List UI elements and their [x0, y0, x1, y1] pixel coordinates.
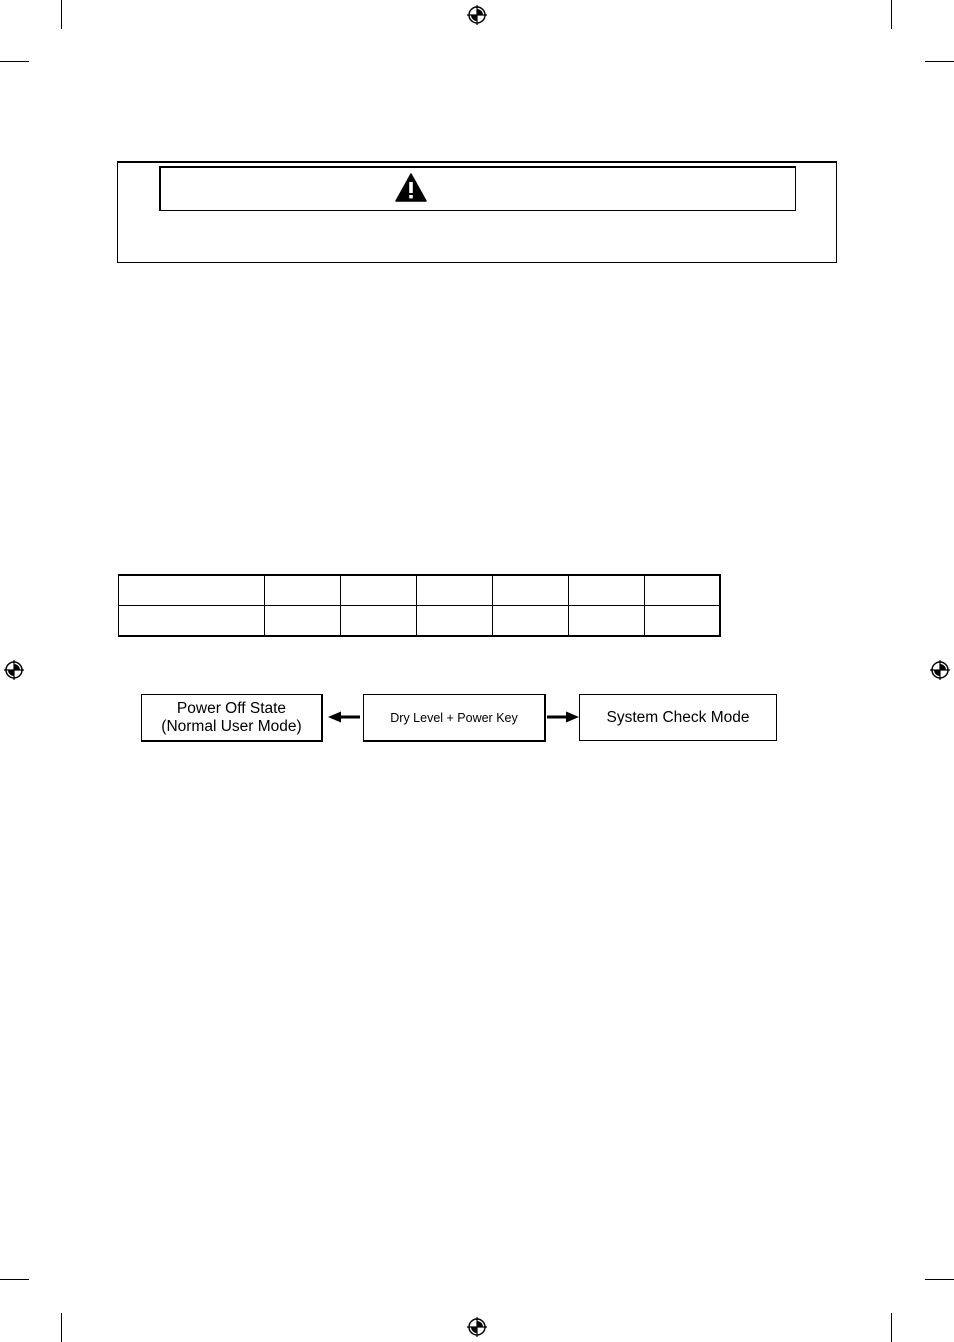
warning-header: [159, 166, 796, 211]
arrow-left-icon: [328, 710, 362, 724]
table-cell: [493, 606, 569, 637]
crop-mark-top-right-vertical: [891, 0, 892, 29]
table-cell: [569, 575, 645, 606]
table-cell: [493, 575, 569, 606]
normal-user-mode-label: (Normal User Mode): [161, 717, 302, 735]
power-off-state-box: [141, 694, 323, 742]
table-cell: [341, 606, 417, 637]
table-cell: [341, 575, 417, 606]
arrow-right-icon: [545, 710, 579, 724]
table-row: [119, 606, 721, 637]
registration-mark-icon: [4, 660, 24, 680]
table-cell: [265, 575, 341, 606]
table-cell: [569, 606, 645, 637]
table-cell: [119, 606, 265, 637]
crop-mark-bottom-left-vertical: [61, 1313, 62, 1342]
table-cell: [417, 606, 493, 637]
crop-mark-top-right-horizontal: [925, 61, 954, 62]
crop-mark-bottom-right-horizontal: [925, 1279, 954, 1280]
dry-level-power-key-label: Dry Level + Power Key: [390, 710, 518, 725]
dry-level-power-key-box: [363, 694, 546, 742]
registration-mark-icon: [467, 1317, 487, 1337]
table-row: [119, 575, 721, 606]
table-cell: [119, 575, 265, 606]
table-cell: [645, 575, 721, 606]
power-off-state-label: Power Off State: [176, 699, 287, 717]
registration-mark-icon: [467, 5, 487, 25]
registration-mark-icon: [930, 660, 950, 680]
crop-mark-top-left-vertical: [61, 0, 62, 29]
system-check-mode-label: System Check Mode: [606, 708, 750, 726]
table-cell: [265, 606, 341, 637]
table-cell: [645, 606, 721, 637]
warning-triangle-icon: [395, 173, 427, 202]
crop-mark-bottom-left-horizontal: [0, 1279, 29, 1280]
table-cell: [417, 575, 493, 606]
data-table: [118, 574, 721, 637]
system-check-mode-box: [579, 694, 777, 741]
crop-mark-top-left-horizontal: [0, 61, 29, 62]
crop-mark-bottom-right-vertical: [891, 1313, 892, 1342]
